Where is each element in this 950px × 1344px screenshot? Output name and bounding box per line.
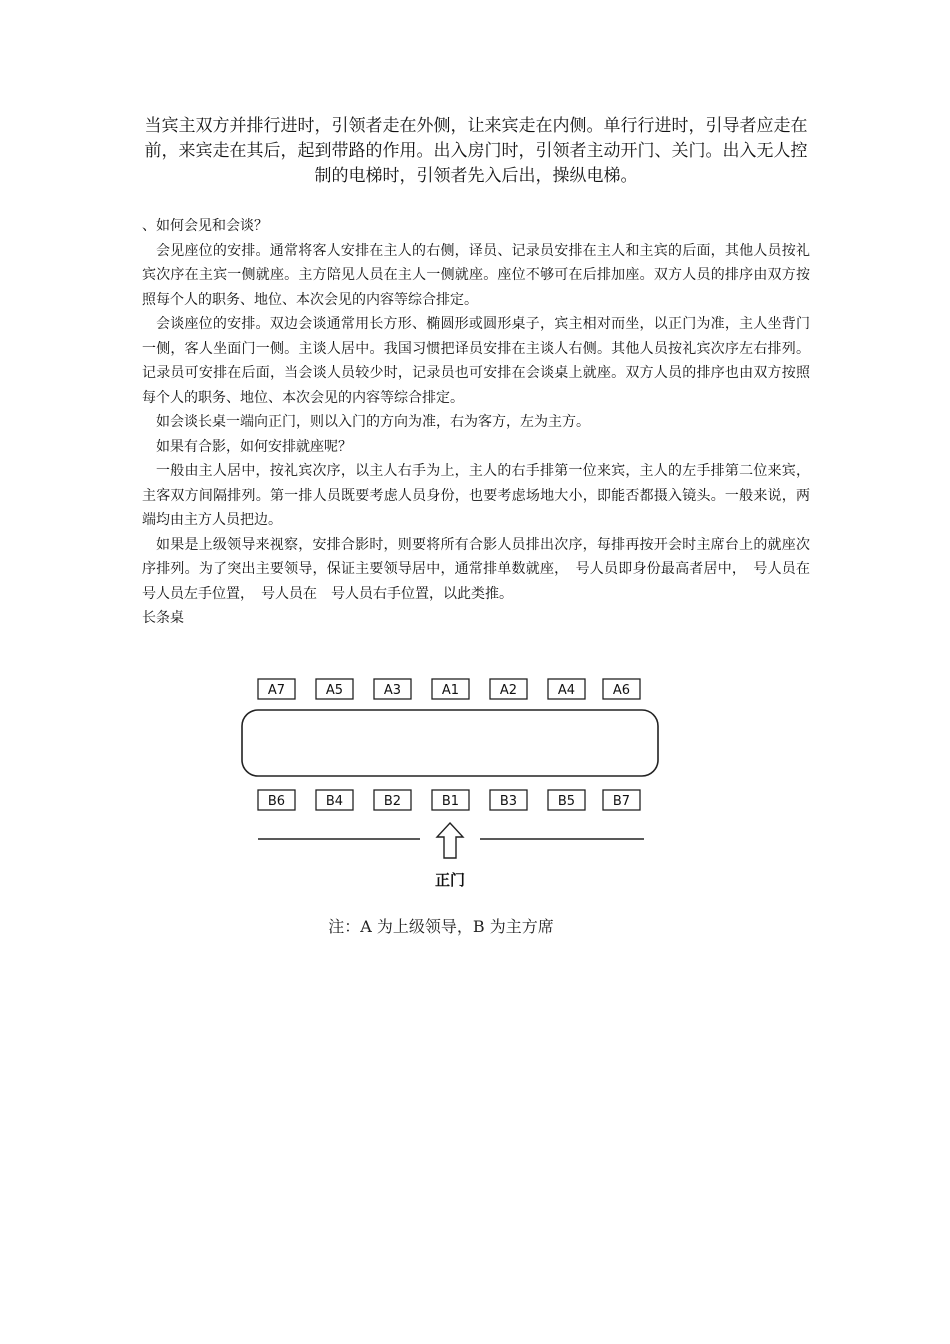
seat-bottom-5 xyxy=(490,790,527,810)
seat-label: B4 xyxy=(325,794,344,809)
seat-label: B7 xyxy=(612,794,631,809)
up-arrow-icon xyxy=(437,823,463,858)
seat-label: B5 xyxy=(557,794,576,809)
paragraph-long-table: 如会谈长桌一端向正门，则以入门的方向为准，右为客方，左为主方。 xyxy=(156,414,590,430)
paragraph-leader-visit: 如果是上级领导来视察，安排合影时，则要将所有合影人员排出次序，每排再按开会时主席台上的就座次序排列。为了突出主要领导，保证主要领导居中，通常排单数就座， 号人员即身份最高者居中， 号人员在 号人员左手位置， 号人员在 号人员右手位置，以此类推。 xyxy=(142,536,824,602)
seat-top-3 xyxy=(374,679,411,699)
seat-label: B3 xyxy=(499,794,518,809)
diagram-note: 注：A 为上级领导，B 为主方席 xyxy=(328,917,554,936)
paragraph-photo-question: 如果有合影，如何安排就座呢？ xyxy=(156,438,352,455)
seat-bottom-3 xyxy=(374,790,411,810)
seat-label: B1 xyxy=(441,794,460,809)
seat-top-7 xyxy=(603,679,640,699)
seat-top-5 xyxy=(490,679,527,699)
seat-bottom-7 xyxy=(603,790,640,810)
paragraph-meeting-seating: 会见座位的安排。通常将客人安排在主人的右侧，译员、记录员安排在主人和主宾的后面，其他人员按礼宾次序在主宾一侧就座。主方陪见人员在主人一侧就座。座位不够可在后排加座。双方人员的排序由双方按照每个人的职务、地位、本次会见的内容等综合排定。 xyxy=(142,242,810,308)
paragraph-photo-order: 一般由主人居中，按礼宾次序，以主人右手为上，主人的右手排第一位来宾，主人的左手排第二位来宾，主客双方间隔排列。第一排人员既要考虑人员身份，也要考虑场地大小，即能否都摄入镜头。一般来说，两端均由主方人员把边。 xyxy=(142,463,810,528)
paragraph-talks-seating: 会谈座位的安排。双边会谈通常用长方形、椭圆形或圆形桌子，宾主相对而坐，以正门为准，主人坐背门一侧，客人坐面门一侧。主谈人居中。我国习惯把译员安排在主谈人右侧。其他人员按礼宾次序左右排列。记录员可安排在后面，当会谈人员较少时，记录员也可安排在会谈桌上就座。双方人员的排序也由双方按照每个人的职务、地位、本次会见的内容等综合排定。 xyxy=(142,316,810,406)
seat-top-2 xyxy=(316,679,353,699)
diagram-caption: 长条桌 xyxy=(142,610,184,626)
door-label: 正门 xyxy=(434,871,466,889)
seat-label: A5 xyxy=(325,683,344,698)
seat-label: A3 xyxy=(383,683,402,698)
seat-label: B6 xyxy=(267,794,286,809)
seat-label: A1 xyxy=(441,683,460,698)
seat-label: A4 xyxy=(557,683,576,698)
seat-bottom-6 xyxy=(548,790,585,810)
seat-bottom-4 xyxy=(432,790,469,810)
long-table xyxy=(242,710,658,776)
seat-label: A6 xyxy=(612,683,631,698)
intro-paragraph: 当宾主双方并排行进时，引领者走在外侧，让来宾走在内侧。单行行进时，引导者应走在前，来宾走在其后，起到带路的作用。出入房门时，引领者主动开门、关门。出入无人控制的电梯时，引领者先入后出，操纵电梯。 xyxy=(144,116,808,186)
seat-label: A2 xyxy=(499,683,518,698)
seat-label: A7 xyxy=(267,683,286,698)
seat-bottom-2 xyxy=(316,790,353,810)
seat-label: B2 xyxy=(383,794,402,809)
seat-top-4 xyxy=(432,679,469,699)
section-heading: 、如何会见和会谈？ xyxy=(142,218,268,234)
seat-top-1 xyxy=(258,679,295,699)
seat-top-6 xyxy=(548,679,585,699)
seat-bottom-1 xyxy=(258,790,295,810)
